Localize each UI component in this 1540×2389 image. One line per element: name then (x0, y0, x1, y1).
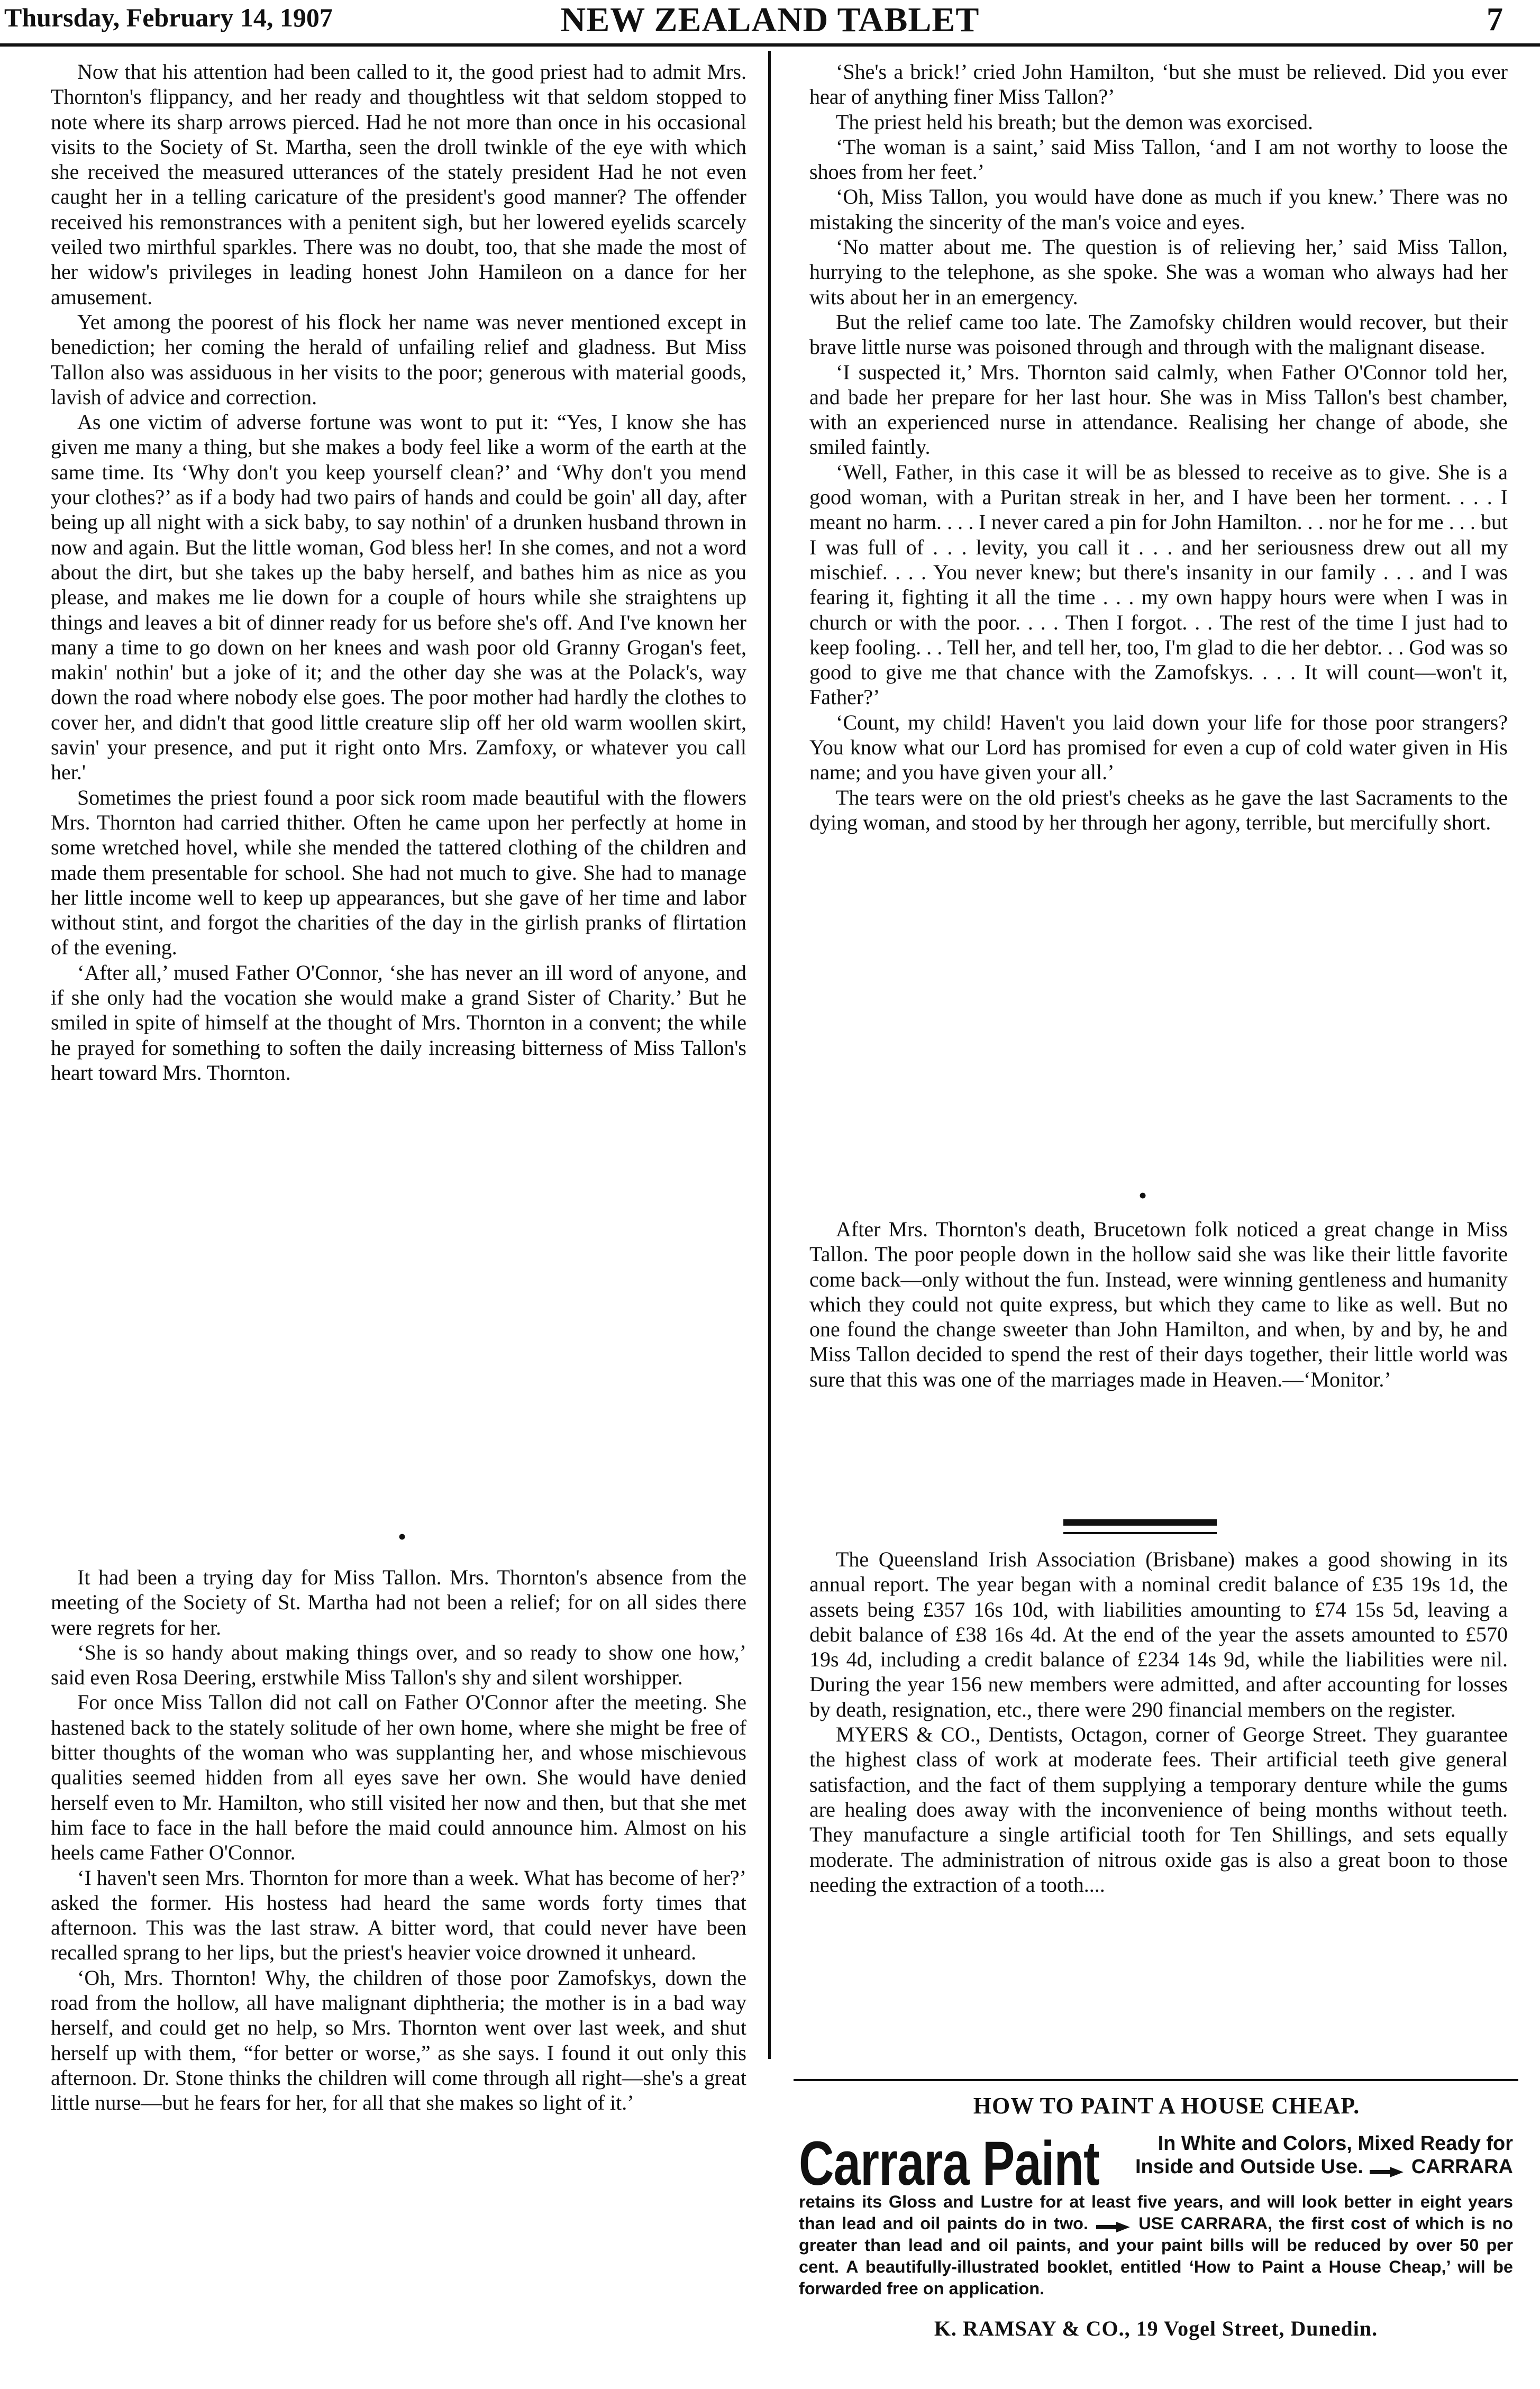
notice-paragraph: The Queensland Irish Association (Brisbane) makes a good showing in its annual report. The year began with a nominal credit balance of £35 19s 1d, the assets being £357 16s 10d, with liabilities amounting to £74 15s 5d, leaving a debit balance of £38 16s 4d. At the end of the year the assets amounted to £570 19s 4d, including a credit balance of £234 14s 9d, while the liabilities were nil. During the year 156 new members were admitted, and after accounting for losses by death, resignation, etc., there were 290 financial members on the register. (809, 1547, 1508, 1721)
story-right-column (809, 59, 1508, 835)
story-paragraph: ‘I suspected it,’ Mrs. Thornton said calmly, when Father O'Connor told her, and bade her prepare for her last hour. She was in Miss Tallon's best chamber, with an experienced nurse in attendance. Realising her change of abode, she smiled faintly. (809, 360, 1508, 459)
story-paragraph: For once Miss Tallon did not call on Father O'Connor after the meeting. She hastened back to the stately solitude of her own home, where she might be free of bitter thoughts of the woman who was supplanting her, and whose mischievous qualities seemed hidden from all eyes save her own. She would have denied herself even to Mr. Hamilton, who still visited her now and then, but that she met him face to face in the hall before the maid could announce him. Almost on his heels came Father O'Connor. (51, 1690, 746, 1865)
ad-body-part-1: retains its Gloss and Lustre for at least five years, and will look better in eight years than lead and oil paints do in two. (799, 2192, 1513, 2233)
story-paragraph: ‘She is so handy about making things over, and so ready to show one how,’ said even Rosa Deering, erstwhile Miss Tallon's shy and silent worshipper. (51, 1640, 746, 1690)
ad-body-use: USE (1138, 2214, 1174, 2233)
story-paragraph: Now that his attention had been called to it, the good priest had to admit Mrs. Thornton's flippancy, and her ready and thoughtless wit that seldom stopped to note where its sharp arrows pierced. Had he not more than once in his occasional visits to the Society of St. Martha, seen the droll twinkle of the eye with which she received the measured utterances of the stately president Had he not even caught her in a telling caricature of the president's good manner? The offender received his remonstrances with a penitent sigh, but her lowered eyelids scarcely veiled two mirthful sparkles. There was no doubt, too, that she made the most of her widow's privileges in leading honest John Hamileon on a dance for her amusement. (51, 60, 746, 309)
story-paragraph: As one victim of adverse fortune was wont to put it: “Yes, I know she has given me many a thing, but she makes a body feel like a worm of the earth at the same time. Its ‘Why don't you keep yourself clean?’ and ‘Why don't you mend your clothes?’ as if a body had two pairs of hands and could be goin' all day, after being up all night with a sick baby, to say nothin' of a drunken husband thrown in now and again. But the little woman, God bless her! In she comes, and not a word about the dirt, but she takes up the baby herself, and bathes him as nice as you please, and makes me lie down for a couple of hours while she straightens up things and leaves a bit of dinner ready for us before she's off. And I've known her many a time to go down on her knees and wash poor old Granny Grogan's feet, makin' nothin' but a joke of it; and the other day she was at the Polack's, way down the road where nobody else goes. The poor mother had hardly the clothes to cover her, and didn't that good little creature slip off her old warm woollen skirt, savin' your presence, and put it right onto Mrs. Zamfoxy, or whatever you call her.' (51, 410, 746, 785)
story-right-column-conclusion (809, 1217, 1508, 1392)
story-left-column-continued (51, 1565, 746, 2116)
story-paragraph: But the relief came too late. The Zamofsky children would recover, but their brave little nurse was poisoned through and through with the malignant disease. (809, 309, 1508, 359)
notice-paragraph: MYERS & CO., Dentists, Octagon, corner of George Street. They guarantee the highest class of work at moderate fees. Their artificial teeth give general satisfaction, and the fact of them supplying a temporary denture while the gums are healing does away with the inconvenience of being months without teeth. They manufacture a single artificial tooth for Ten Shillings, and sets equally moderate. The administration of nitrous oxide gas is also a great boon to those needing the extraction of a tooth.... (809, 1722, 1508, 1896)
ad-sub-text: Inside and Outside Use. (1135, 2156, 1363, 2178)
story-paragraph: The tears were on the old priest's cheeks as he gave the last Sacraments to the dying woman, and stood by her through her agony, terrible, but mercifully short. (809, 785, 1508, 834)
story-paragraph: ‘Well, Father, in this case it will be as blessed to receive as to give. She is a good woman, with a Puritan streak in her, and I have been her torment. . . . I meant no harm. . . . I never cared a pin for John Hamilton. . . nor he for me . . . but I was full of . . . levity, you call it . . . and her seriousness drew out all my mischief. . . . You never knew; but there's insanity in our family . . . and I was fearing it, fighting it all the time . . . my own happy hours were when I was in church or with the poor. . . . Then I forgot. . . The rest of the time I just had to keep fooling. . . Tell her, and tell her, too, I'm glad to die her debtor. . . God was so good to give me that chance with the Zamofskys. . . . It will count—won't it, Father?’ (809, 460, 1508, 709)
ad-body-part-2: CARRARA, the first cost of which is no greater than lead and oil paints, and your paint bills will be reduced by over 50 per cent. A beautifully-illustrated booklet, entitled ‘How to Paint a House Cheap,’ will be forwarded free on application. (799, 2214, 1514, 2298)
notices-block (809, 1547, 1508, 1897)
ad-subheading (1079, 2132, 1513, 2178)
story-paragraph: Yet among the poorest of his flock her name was never mentioned except in benediction; her coming the herald of unfailing relief and gladness. But Miss Tallon also was assiduous in her visits to the poor; generous with material goods, lavish of advice and correction. (51, 309, 746, 409)
masthead-title: NEW ZEALAND TABLET (560, 1, 980, 39)
page-number: 7 (1487, 2, 1503, 38)
ad-sub-brand: CARRARA (1411, 2156, 1513, 2178)
story-paragraph: Sometimes the priest found a poor sick room made beautiful with the flowers Mrs. Thornton had carried thither. Often he came upon her perfectly at home in some wretched hovel, while she mended the tattered clothing of the children and made them presentable for school. She had not much to give. She had to manage her little income well to keep up appearances, but she gave of her time and labor without stint, and forgot the charities of the day in the girlish pranks of flirtation of the evening. (51, 785, 746, 960)
ad-sub-line-1: In White and Colors, Mixed Ready for (1158, 2132, 1513, 2155)
section-divider-heavy (1063, 1519, 1217, 1526)
story-paragraph: ‘No matter about me. The question is of relieving her,’ said Miss Tallon, hurrying to the telephone, as she spoke. She was a woman who always had her wits about her in an emergency. (809, 235, 1508, 309)
ad-signature: K. RAMSAY & CO., 19 Vogel Street, Dunedin. (934, 2317, 1378, 2340)
section-separator-right: • (1138, 1182, 1147, 1209)
ad-body-text (799, 2191, 1513, 2300)
pointing-hand-icon (1095, 2218, 1132, 2231)
story-paragraph: ‘After all,’ mused Father O'Connor, ‘she has never an ill word of anyone, and if she only had the vocation she would make a grand Sister of Charity.’ But he smiled in spite of himself at the thought of Mrs. Thornton in a convent; the while he prayed for something to soften the daily increasing bitterness of Miss Tallon's heart toward Mrs. Thornton. (51, 960, 746, 1084)
pointing-hand-icon (1369, 2161, 1406, 2175)
ad-brand-name: Carrara Paint (799, 2129, 1099, 2199)
section-separator-left: • (397, 1523, 407, 1550)
story-left-column (51, 59, 746, 1085)
section-divider-thin (1063, 1532, 1217, 1534)
issue-date: Thursday, February 14, 1907 (4, 3, 333, 32)
story-paragraph: ‘The woman is a saint,’ said Miss Tallon, ‘and I am not worthy to loose the shoes from her feet.’ (809, 134, 1508, 184)
story-paragraph: ‘She's a brick!’ cried John Hamilton, ‘but she must be relieved. Did you ever hear of anything finer Miss Tallon?’ (809, 60, 1508, 109)
story-paragraph: ‘Oh, Mrs. Thornton! Why, the children of those poor Zamofskys, down the road from the hollow, all have malignant diphtheria; the mother is in a bad way herself, and could get no help, so Mrs. Thornton went over last week, and shut herself up with them, “for better or worse,” as she says. I found it out only this afternoon. Dr. Stone thinks the children will come through all right—she's a great little nurse—but he fears for her, for all that she makes so light of it.’ (51, 1965, 746, 2115)
story-paragraph: It had been a trying day for Miss Tallon. Mrs. Thornton's absence from the meeting of the Society of St. Martha had not been a relief; for on all sides there were regrets for her. (51, 1565, 746, 1639)
ad-headline: HOW TO PAINT A HOUSE CHEAP. (973, 2093, 1360, 2119)
story-paragraph: The priest held his breath; but the demon was exorcised. (836, 110, 1313, 134)
story-paragraph: ‘Count, my child! Haven't you laid down your life for those poor strangers? You know what our Lord has promised for even a cup of cold water given in His name; and you have given your all.’ (809, 710, 1508, 785)
page-header (0, 0, 1540, 47)
ad-sub-line-2 (1079, 2155, 1513, 2178)
ad-top-rule (794, 2079, 1518, 2081)
story-paragraph: ‘I haven't seen Mrs. Thornton for more than a week. What has become of her?’ asked the former. His hostess had heard the same words forty times that afternoon. This was the last straw. A bitter word, that could never have been recalled sprang to her lips, but the priest's heavier voice drowned it unheard. (51, 1865, 746, 1965)
column-rule (768, 51, 771, 2059)
story-paragraph: ‘Oh, Miss Tallon, you would have done as much if you knew.’ There was no mistaking the sincerity of the man's voice and eyes. (809, 185, 1508, 234)
story-paragraph: After Mrs. Thornton's death, Brucetown folk noticed a great change in Miss Tallon. The poor people down in the hollow said she was like their little favorite come back—only without the fun. Instead, were winning gentleness and humanity which they could not quite express, but which they came to like as well. But no one found the change sweeter than John Hamilton, and when, by and by, he and Miss Tallon decided to spend the rest of their days together, their little world was sure that this was one of the marriages made in Heaven.—‘Monitor.’ (809, 1217, 1508, 1391)
